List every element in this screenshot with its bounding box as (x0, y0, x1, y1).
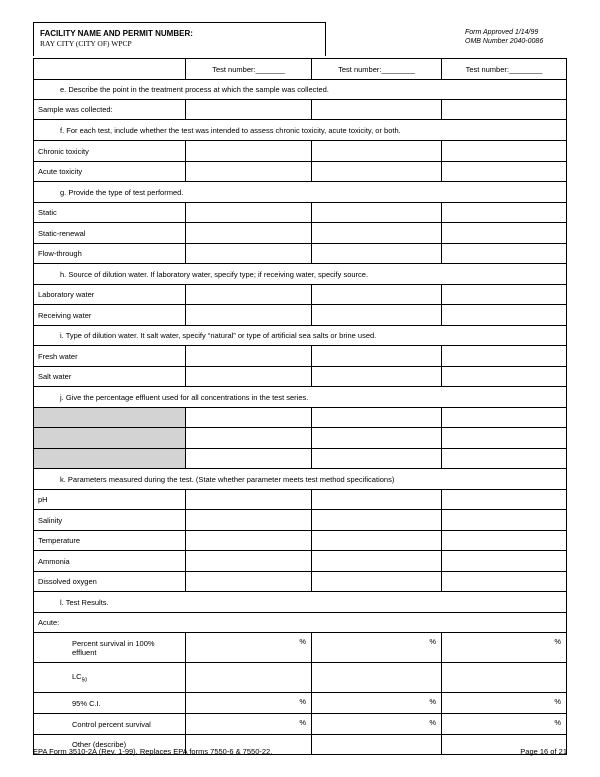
facility-value: RAY CITY (CITY OF) WPCP (40, 39, 132, 48)
section-e-row (34, 80, 567, 100)
percent-cell[interactable]: % (442, 693, 567, 714)
section-f-row (34, 120, 567, 141)
table-row (34, 572, 567, 592)
acute-label-row (34, 613, 567, 633)
row-label: Control percent survival (34, 714, 186, 735)
entry-cell[interactable] (442, 572, 567, 592)
section-g-row (34, 182, 567, 203)
entry-cell[interactable] (442, 100, 567, 120)
table-row (34, 162, 567, 182)
percent-cell[interactable]: % (312, 693, 442, 714)
entry-cell[interactable] (312, 663, 442, 693)
entry-cell[interactable] (186, 551, 312, 572)
row-label: Ammonia (34, 551, 186, 572)
entry-cell[interactable] (312, 141, 442, 162)
form-identifier: EPA Form 3510-2A (Rev. 1-99). Replaces EPA forms 7550-6 & 7550-22. (33, 747, 273, 756)
entry-cell[interactable] (186, 162, 312, 182)
entry-cell[interactable] (186, 305, 312, 326)
entry-cell[interactable] (312, 223, 442, 244)
entry-cell[interactable] (186, 510, 312, 531)
table-row (34, 633, 567, 663)
row-label: Salt water (34, 367, 186, 387)
entry-cell[interactable] (442, 203, 567, 223)
toxicity-test-table (33, 58, 567, 755)
row-label: Static-renewal (34, 223, 186, 244)
row-label: Acute toxicity (34, 162, 186, 182)
row-label: Temperature (34, 531, 186, 551)
section-i-row (34, 326, 567, 346)
entry-cell[interactable] (186, 346, 312, 367)
table-row (34, 305, 567, 326)
entry-cell[interactable] (312, 510, 442, 531)
section-e-heading: e. Describe the point in the treatment process at which the sample was collected. (34, 80, 567, 100)
section-l-row (34, 592, 567, 613)
page-number: Page 16 of 21 (520, 747, 567, 756)
section-j-row (34, 387, 567, 408)
percent-cell[interactable]: % (312, 714, 442, 735)
test-number-1[interactable]: Test number:_______ (186, 59, 312, 80)
entry-cell[interactable] (442, 531, 567, 551)
row-label: Laboratory water (34, 285, 186, 305)
entry-cell[interactable] (442, 305, 567, 326)
table-row (34, 531, 567, 551)
entry-cell[interactable] (442, 223, 567, 244)
table-row (34, 490, 567, 510)
entry-cell[interactable] (186, 285, 312, 305)
entry-cell[interactable] (186, 223, 312, 244)
entry-cell[interactable] (442, 162, 567, 182)
section-k-row (34, 469, 567, 490)
table-row (34, 510, 567, 531)
row-label: Receiving water (34, 305, 186, 326)
test-number-header-row (34, 59, 567, 80)
entry-cell[interactable] (186, 408, 312, 428)
table-row (34, 663, 567, 693)
entry-cell[interactable] (186, 428, 312, 449)
entry-cell[interactable] (186, 572, 312, 592)
percent-cell[interactable]: % (186, 693, 312, 714)
form-approved-date: Form Approved 1/14/99 (465, 29, 539, 36)
entry-cell[interactable] (442, 449, 567, 469)
table-row (34, 551, 567, 572)
entry-cell[interactable] (186, 449, 312, 469)
entry-cell[interactable] (312, 572, 442, 592)
entry-cell[interactable] (312, 203, 442, 223)
form-header (33, 22, 566, 58)
entry-cell[interactable] (442, 408, 567, 428)
entry-cell[interactable] (312, 490, 442, 510)
lc-subscript: 50 (81, 677, 88, 684)
shaded-cell (34, 408, 186, 428)
entry-cell[interactable] (186, 141, 312, 162)
entry-cell[interactable] (312, 449, 442, 469)
table-row (34, 100, 567, 120)
table-row (34, 223, 567, 244)
entry-cell[interactable] (442, 244, 567, 264)
row-label: Static (34, 203, 186, 223)
lc-text: LC (72, 671, 82, 681)
entry-cell[interactable] (312, 408, 442, 428)
entry-cell[interactable] (312, 285, 442, 305)
facility-box (33, 22, 326, 56)
entry-cell[interactable] (312, 428, 442, 449)
table-row (34, 346, 567, 367)
entry-cell[interactable] (186, 367, 312, 387)
table-row (34, 141, 567, 162)
row-label: Salinity (34, 510, 186, 531)
section-l-heading: l. Test Results. (34, 592, 567, 613)
entry-cell[interactable] (442, 285, 567, 305)
entry-cell[interactable] (186, 244, 312, 264)
row-label: Chronic toxicity (34, 141, 186, 162)
table-row (34, 367, 567, 387)
omb-number: OMB Number 2040-0086 (465, 38, 544, 45)
facility-label: FACILITY NAME AND PERMIT NUMBER: (40, 29, 193, 38)
percent-cell[interactable]: % (442, 633, 567, 663)
entry-cell[interactable] (186, 490, 312, 510)
row-label: 95% C.I. (34, 693, 186, 714)
section-h-row (34, 264, 567, 285)
percent-cell[interactable]: % (186, 633, 312, 663)
row-label: Percent survival in 100% effluent (34, 633, 186, 663)
entry-cell[interactable] (442, 141, 567, 162)
row-label: Fresh water (34, 346, 186, 367)
row-label: Other (describe) (34, 735, 186, 755)
table-row (34, 203, 567, 223)
entry-cell[interactable] (312, 346, 442, 367)
table-row (34, 244, 567, 264)
table-row (34, 449, 567, 469)
section-i-heading: i. Type of dilution water. It salt water, specify “natural” or type of artificial sea salts or brine used. (34, 326, 567, 346)
row-label: Sample was collected: (34, 100, 186, 120)
table-row (34, 693, 567, 714)
entry-cell[interactable] (186, 203, 312, 223)
table-row (34, 285, 567, 305)
entry-cell[interactable] (442, 490, 567, 510)
table-row (34, 408, 567, 428)
entry-cell[interactable] (186, 100, 312, 120)
lc50-label (34, 663, 186, 693)
entry-cell[interactable] (186, 531, 312, 551)
entry-cell[interactable] (442, 428, 567, 449)
entry-cell[interactable] (442, 551, 567, 572)
row-label: pH (34, 490, 186, 510)
acute-label: Acute: (34, 613, 567, 633)
section-h-heading: h. Source of dilution water. If laboratory water, specify type; if receiving water, specify source. (34, 264, 567, 285)
table-row (34, 428, 567, 449)
entry-cell[interactable] (312, 367, 442, 387)
entry-cell[interactable] (312, 551, 442, 572)
test-number-3[interactable]: Test number:________ (442, 59, 567, 80)
percent-cell[interactable]: % (312, 633, 442, 663)
section-f-heading: f. For each test, include whether the test was intended to assess chronic toxicity, acute toxicity, or both. (34, 120, 567, 141)
shaded-cell (34, 449, 186, 469)
test-number-2[interactable]: Test number:________ (312, 59, 442, 80)
percent-cell[interactable]: % (442, 714, 567, 735)
table-row (34, 714, 567, 735)
percent-cell[interactable]: % (186, 714, 312, 735)
entry-cell[interactable] (312, 244, 442, 264)
entry-cell[interactable] (442, 367, 567, 387)
entry-cell[interactable] (442, 663, 567, 693)
form-approval (465, 28, 543, 46)
entry-cell[interactable] (312, 531, 442, 551)
entry-cell[interactable] (312, 162, 442, 182)
entry-cell[interactable] (186, 663, 312, 693)
row-label: Flow-through (34, 244, 186, 264)
section-j-heading: j. Give the percentage effluent used for all concentrations in the test series. (34, 387, 567, 408)
shaded-cell (34, 428, 186, 449)
section-k-heading: k. Parameters measured during the test. (State whether parameter meets test method specifications) (34, 469, 567, 490)
entry-cell[interactable] (312, 735, 442, 755)
entry-cell[interactable] (312, 305, 442, 326)
section-g-heading: g. Provide the type of test performed. (34, 182, 567, 203)
entry-cell[interactable] (312, 100, 442, 120)
row-label: Dissolved oxygen (34, 572, 186, 592)
entry-cell[interactable] (442, 346, 567, 367)
entry-cell[interactable] (442, 510, 567, 531)
blank-cell (34, 59, 186, 80)
